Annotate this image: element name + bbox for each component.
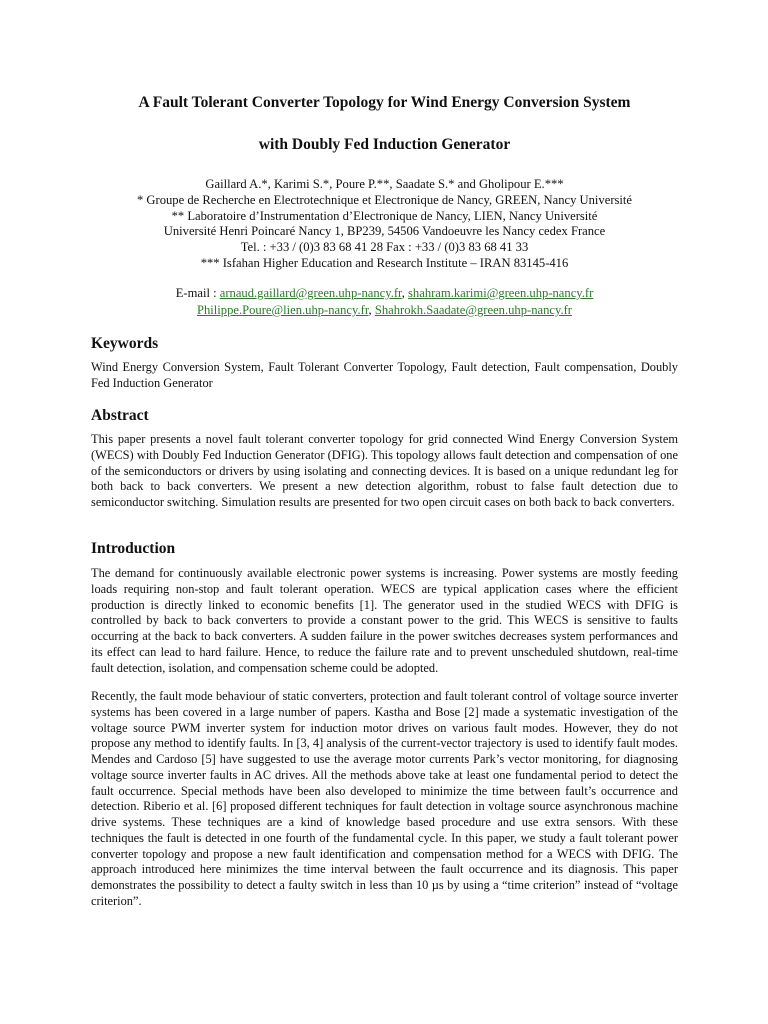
email-link-gaillard[interactable]: arnaud.gaillard@green.uhp-nancy.fr (219, 286, 402, 300)
keywords-heading: Keywords (91, 335, 159, 352)
paper-title-line1: A Fault Tolerant Converter Topology for Wind Energy Conversion System (138, 94, 631, 111)
introduction-paragraph-2: Recently, the fault mode behaviour of static converters, protection and fault tolerant control of voltage source inverter systems has been covered in a large number of papers. Kastha and Bose [2] made a systematic investigation of the voltage source PWM inverter system for induction motor drives on various fault modes. However, they do not propose any method to identify faults. In [3, 4] analysis of the current-vector trajectory is used to identify fault modes. Mendes and Cardoso [5] have suggested to use the average motor currents Park’s vector monitoring, for diagnosing voltage source inverter faults in AC drives. All the methods above take at least one fundamental period to detect the fault occurrence. Special methods have been also developed to minimize the time between fault’s occurrence and detection. Riberio et al. [6] proposed different techniques for fault detection in voltage source asynchronous machine drive systems. These techniques are a kind of knowledge based procedure and use extra sensors. With these techniques the fault is detected in one fourth of the fundamental cycle. In this paper, we study a fault tolerant power converter topology and propose a new fault identification and compensation method for a WECS with DFIG. The approach introduced here minimizes the time interval between the fault occurrence and its diagnosis. This paper demonstrates the possibility to detect a faulty switch in less than 10 µs by using a “time criterion” instead of “voltage criterion”. (91, 689, 678, 908)
affiliation-green: * Groupe de Recherche en Electrotechnique et Electronique de Nancy, GREEN, Nancy Université (136, 192, 633, 207)
email-link-karimi[interactable]: shahram.karimi@green.uhp-nancy.fr (408, 286, 594, 300)
keywords-text: Wind Energy Conversion System, Fault Tolerant Converter Topology, Fault detection, Fault compensation, Doubly Fed Induction Generator (91, 360, 678, 390)
email-separator: , (401, 286, 409, 300)
email-separator: , (368, 303, 375, 317)
affiliation-isfahan: *** Isfahan Higher Education and Research Institute – IRAN 83145-416 (200, 255, 569, 270)
contact-phone-fax: Tel. : +33 / (0)3 83 68 41 28 Fax : +33 / (0)3 83 68 41 33 (240, 240, 529, 255)
author-block (71, 177, 698, 272)
abstract-text: This paper presents a novel fault tolerant converter topology for grid connected Wind Energy Conversion System (WECS) with Doubly Fed Induction Generator (DFIG). This topology allows fault detection and compensation of one of the semiconductors or drivers by using isolating and connecting devices. It is based on a unique redundant leg for both back to back converters. We present a new detection algorithm, robust to false fault detection due to semiconductor switching. Simulation results are presented for two open circuit cases on both back to back converters. (91, 432, 678, 509)
affiliation-address: Université Henri Poincaré Nancy 1, BP239, 54506 Vandoeuvre les Nancy cedex France (163, 224, 606, 239)
affiliation-lien: ** Laboratoire d’Instrumentation d’Electronique de Nancy, LIEN, Nancy Université (171, 208, 598, 223)
email-label: E-mail : (175, 286, 220, 300)
email-link-poure[interactable]: Philippe.Poure@lien.uhp-nancy.fr (197, 303, 369, 317)
author-names: Gaillard A.*, Karimi S.*, Poure P.**, Saadate S.* and Gholipour E.*** (205, 177, 564, 191)
introduction-heading: Introduction (91, 540, 176, 557)
paper-title-line2: with Doubly Fed Induction Generator (258, 136, 511, 153)
introduction-paragraph-1: The demand for continuously available electronic power systems is increasing. Power systems are mostly feeding loads requiring non-stop and fault tolerant operation. WECS are typical application cases where the efficient production is directly linked to economic benefits [1]. The generator used in the studied WECS with DFIG is controlled by back to back converters to provide a constant power to the grid. This WECS is sensitive to faults occurring at the back to back converters. A sudden failure in the power switches decreases system performances and its effect can lead to hard failure. Hence, to reduce the failure rate and to prevent unscheduled shutdown, real-time fault detection, isolation, and compensation scheme could be adopted. (91, 566, 678, 675)
email-block (91, 285, 678, 319)
abstract-heading: Abstract (91, 407, 149, 424)
email-link-saadate[interactable]: Shahrokh.Saadate@green.uhp-nancy.fr (374, 303, 572, 317)
